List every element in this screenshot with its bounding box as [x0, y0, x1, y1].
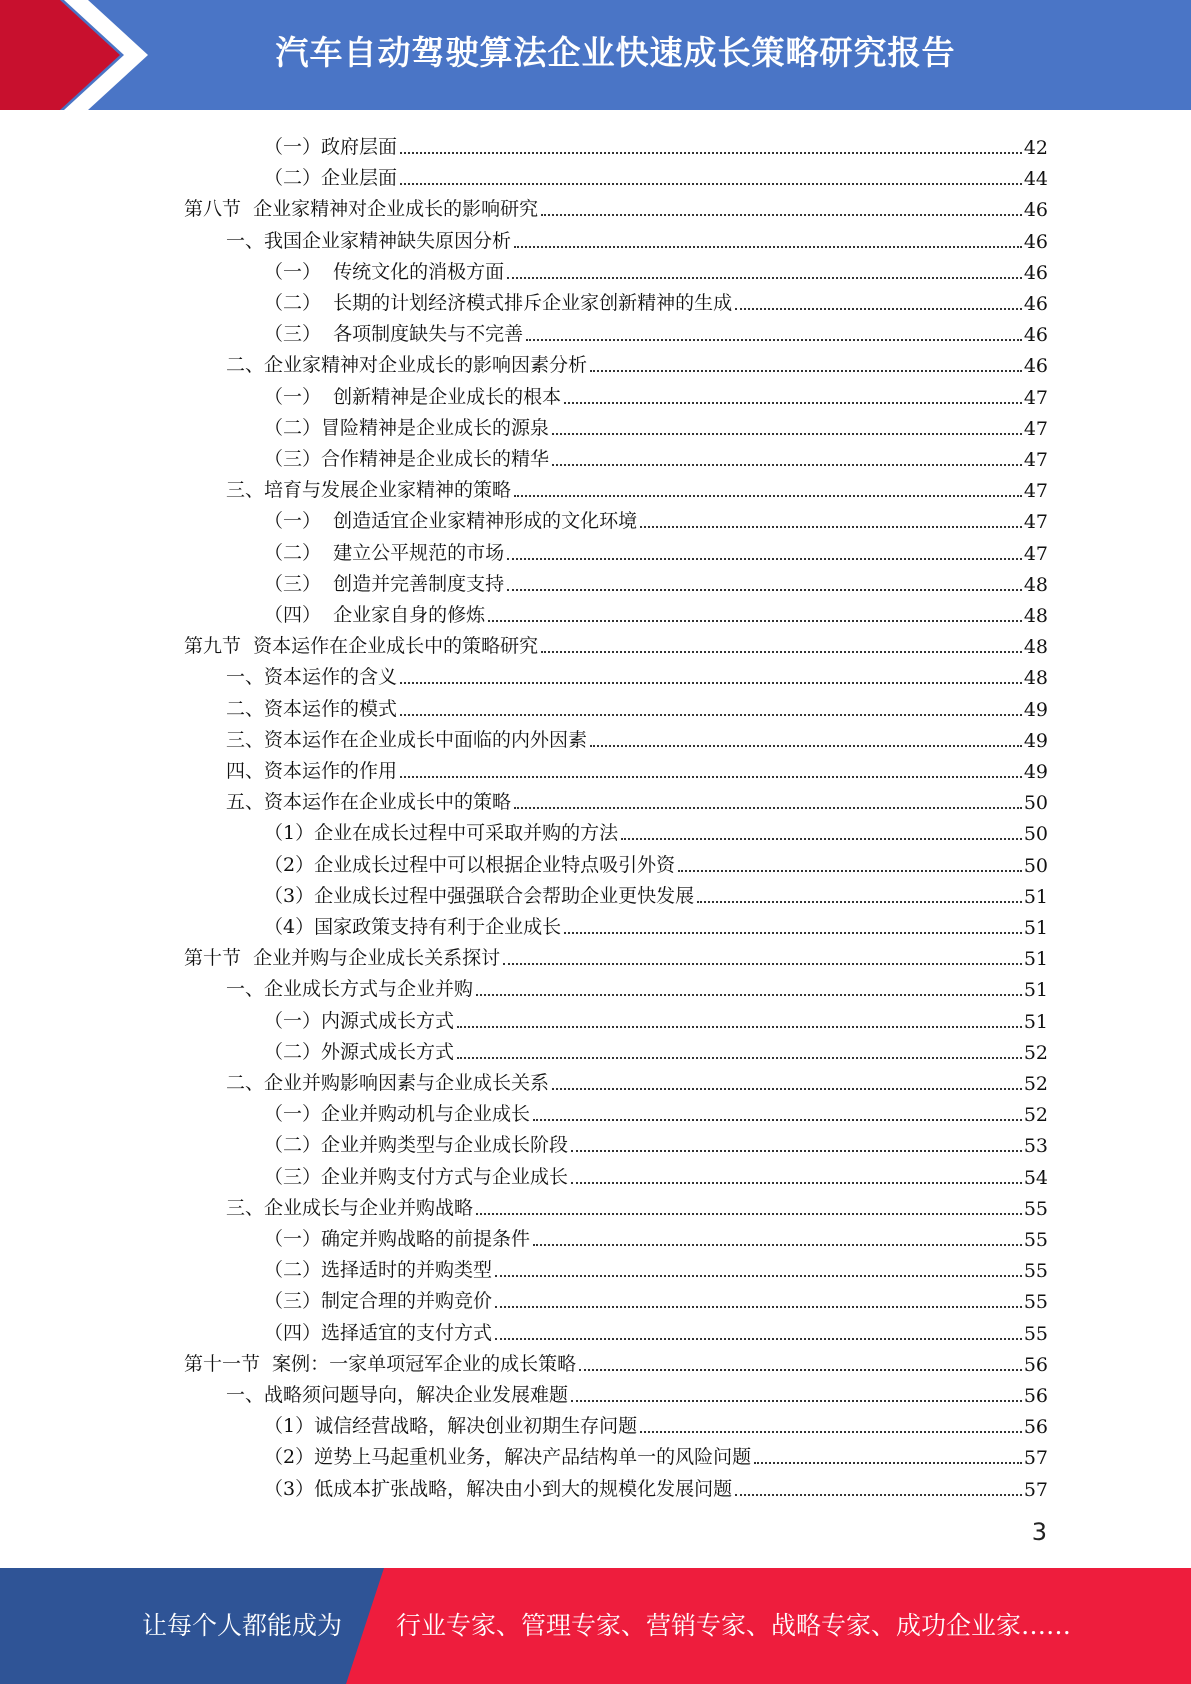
toc-dot-leader [457, 1057, 1022, 1059]
toc-entry-page: 49 [1023, 729, 1048, 752]
toc-entry-page: 56 [1023, 1353, 1048, 1376]
toc-entry-label: （二）企业层面 [264, 167, 398, 190]
toc-entry-page: 55 [1023, 1291, 1048, 1314]
toc-entry-label: （一）内源式成长方式 [264, 1009, 455, 1032]
toc-entry-page: 46 [1023, 355, 1048, 378]
toc-entry-label: （四） 企业家自身的修炼 [264, 604, 486, 626]
toc-entry-label: （三） 各项制度缺失与不完善 [264, 323, 524, 346]
toc-entry[interactable] [264, 1251, 1048, 1282]
toc-entry-label: 第十节 企业并购与企业成长关系探讨 [184, 947, 501, 970]
toc-entry-label: （四）选择适宜的支付方式 [264, 1321, 493, 1344]
toc-dot-leader [579, 1369, 1022, 1371]
toc-entry[interactable] [264, 1033, 1048, 1064]
toc-entry[interactable] [264, 596, 1048, 627]
toc-entry-page: 48 [1023, 636, 1048, 659]
toc-entry[interactable] [264, 908, 1048, 939]
toc-entry-page: 52 [1023, 1073, 1048, 1095]
toc-entry-page: 56 [1023, 1385, 1048, 1407]
toc-dot-leader [564, 402, 1022, 404]
toc-entry[interactable] [184, 1345, 1048, 1376]
toc-dot-leader [457, 1026, 1022, 1028]
toc-entry[interactable] [264, 1002, 1048, 1033]
toc-entry-label: （一） 创造适宜企业家精神形成的文化环境 [264, 510, 638, 533]
page-header [0, 0, 1191, 110]
toc-entry[interactable] [264, 440, 1048, 471]
toc-dot-leader [697, 901, 1022, 903]
toc-dot-leader [526, 339, 1022, 341]
toc-entry-page: 47 [1023, 449, 1048, 471]
toc-entry-label: （二） 长期的计划经济模式排斥企业家创新精神的生成 [264, 292, 733, 314]
toc-entry-page: 46 [1023, 324, 1048, 347]
toc-entry[interactable] [264, 846, 1048, 877]
toc-dot-leader [488, 620, 1022, 622]
toc-entry-label: （三） 创造并完善制度支持 [264, 572, 505, 595]
toc-entry-label: 一、我国企业家精神缺失原因分析 [226, 229, 512, 252]
toc-dot-leader [590, 745, 1022, 747]
toc-entry[interactable] [226, 1376, 1048, 1407]
toc-entry[interactable] [264, 1314, 1048, 1345]
toc-dot-leader [495, 1306, 1022, 1308]
toc-entry-page: 52 [1023, 1041, 1048, 1064]
toc-entry-page: 48 [1023, 573, 1048, 596]
toc-entry[interactable] [264, 1095, 1048, 1126]
toc-dot-leader [533, 1119, 1022, 1121]
toc-entry-page: 55 [1023, 1229, 1048, 1251]
toc-entry[interactable] [226, 783, 1048, 814]
toc-entry-page: 52 [1023, 1104, 1048, 1127]
toc-entry-label: （一）企业并购动机与企业成长 [264, 1103, 531, 1126]
toc-entry-label: 第九节 资本运作在企业成长中的策略研究 [184, 635, 539, 658]
toc-entry[interactable] [264, 378, 1048, 409]
toc-dot-leader [541, 214, 1022, 216]
toc-entry-page: 51 [1023, 979, 1048, 1002]
toc-entry[interactable] [226, 658, 1048, 689]
footer-slogan-right: 行业专家、管理专家、营销专家、战略专家、成功企业家…… [396, 1611, 1072, 1640]
toc-entry-page: 55 [1023, 1260, 1048, 1283]
toc-entry[interactable] [264, 1407, 1048, 1438]
toc-dot-leader [541, 651, 1022, 653]
toc-dot-leader [514, 246, 1022, 248]
toc-entry-page: 44 [1023, 168, 1048, 191]
toc-entry-page: 49 [1023, 698, 1048, 721]
toc-entry-page: 46 [1023, 199, 1048, 222]
toc-dot-leader [503, 963, 1022, 965]
toc-entry-label: 一、资本运作的含义 [226, 666, 398, 689]
toc-entry-label: （一）政府层面 [264, 136, 398, 158]
toc-entry-label: 一、战略须问题导向，解决企业发展难题 [226, 1384, 569, 1406]
toc-entry-label: 二、企业并购影响因素与企业成长关系 [226, 1072, 550, 1094]
toc-dot-leader [495, 1338, 1022, 1340]
toc-dot-leader [735, 308, 1022, 310]
toc-dot-leader [621, 838, 1022, 840]
toc-entry-label: （三）企业并购支付方式与企业成长 [264, 1165, 569, 1188]
toc-entry[interactable] [264, 565, 1048, 596]
toc-entry-page: 48 [1023, 605, 1048, 627]
toc-entry-label: 五、资本运作在企业成长中的策略 [226, 791, 512, 814]
toc-entry[interactable] [264, 1470, 1048, 1501]
toc-dot-leader [400, 682, 1022, 684]
toc-dot-leader [552, 464, 1022, 466]
page-number: 3 [1031, 1518, 1047, 1546]
toc-dot-leader [507, 558, 1022, 560]
toc-entry-label: 二、资本运作的模式 [226, 697, 398, 720]
toc-dot-leader [476, 994, 1022, 996]
toc-entry-label: 第十一节 案例：一家单项冠军企业的成长策略 [184, 1352, 577, 1375]
toc-entry-page: 53 [1023, 1135, 1048, 1158]
toc-entry[interactable] [264, 814, 1048, 845]
toc-entry-label: 二、企业家精神对企业成长的影响因素分析 [226, 354, 588, 377]
toc-entry-label: （一） 创新精神是企业成长的根本 [264, 385, 562, 408]
toc-entry-page: 57 [1023, 1478, 1048, 1501]
toc-entry[interactable] [264, 253, 1048, 284]
toc-dot-leader [507, 589, 1022, 591]
toc-dot-leader [640, 1431, 1022, 1433]
toc-entry[interactable] [264, 1126, 1048, 1157]
toc-entry-label: （二）选择适时的并购类型 [264, 1259, 493, 1282]
toc-entry-label: （3）企业成长过程中强强联合会帮助企业更快发展 [264, 884, 695, 907]
toc-entry-label: 三、资本运作在企业成长中面临的内外因素 [226, 728, 588, 751]
toc-dot-leader [507, 277, 1022, 279]
toc-entry[interactable] [264, 1220, 1048, 1251]
toc-dot-leader [754, 1462, 1022, 1464]
toc-entry-page: 51 [1023, 917, 1048, 939]
toc-entry-label: （1）企业在成长过程中可采取并购的方法 [264, 822, 619, 845]
toc-entry[interactable] [264, 502, 1048, 533]
toc-entry-page: 51 [1023, 885, 1048, 908]
toc-entry-page: 46 [1023, 293, 1048, 315]
toc-entry[interactable] [264, 159, 1048, 190]
toc-entry-label: （1）诚信经营战略，解决创业初期生存问题 [264, 1415, 638, 1438]
toc-entry-label: （二）冒险精神是企业成长的源泉 [264, 416, 550, 439]
toc-dot-leader [514, 495, 1022, 497]
toc-entry-label: （3）低成本扩张战略，解决由小到大的规模化发展问题 [264, 1477, 733, 1500]
toc-entry-label: 四、资本运作的作用 [226, 760, 398, 782]
toc-entry-page: 42 [1023, 137, 1048, 159]
toc-entry-label: （4）国家政策支持有利于企业成长 [264, 916, 562, 938]
toc-dot-leader [400, 152, 1022, 154]
toc-entry[interactable] [264, 1282, 1048, 1313]
toc-entry-page: 55 [1023, 1322, 1048, 1345]
toc-dot-leader [571, 1150, 1022, 1152]
toc-dot-leader [533, 1244, 1022, 1246]
toc-entry[interactable] [226, 1189, 1048, 1220]
toc-entry[interactable] [264, 877, 1048, 908]
toc-dot-leader [476, 1213, 1022, 1215]
toc-dot-leader [640, 526, 1022, 528]
toc-entry-label: （2）企业成长过程中可以根据企业特点吸引外资 [264, 853, 676, 876]
toc-entry[interactable] [226, 721, 1048, 752]
toc-entry-page: 47 [1023, 386, 1048, 409]
toc-dot-leader [495, 1275, 1022, 1277]
toc-entry-page: 47 [1023, 511, 1048, 534]
toc-entry-page: 54 [1023, 1166, 1048, 1189]
toc-dot-leader [400, 183, 1022, 185]
toc-entry[interactable] [264, 1158, 1048, 1189]
toc-dot-leader [552, 433, 1022, 435]
toc-dot-leader [552, 1088, 1022, 1090]
toc-entry[interactable] [226, 471, 1048, 502]
toc-entry-page: 46 [1023, 230, 1048, 253]
toc-entry-page: 47 [1023, 480, 1048, 503]
toc-dot-leader [571, 1400, 1022, 1402]
footer-slogan-left: 让每个人都能成为 [142, 1611, 343, 1640]
toc-entry[interactable] [184, 627, 1048, 658]
toc-entry-label: （一）确定并购战略的前提条件 [264, 1228, 531, 1250]
toc-dot-leader [400, 714, 1022, 716]
toc-entry-label: （二）企业并购类型与企业成长阶段 [264, 1134, 569, 1157]
toc-entry-page: 55 [1023, 1197, 1048, 1220]
toc-dot-leader [400, 776, 1022, 778]
toc-entry[interactable] [264, 315, 1048, 346]
red-chevron-logo [0, 0, 150, 110]
toc-entry[interactable] [264, 128, 1048, 159]
toc-entry[interactable] [264, 1438, 1048, 1469]
toc-entry[interactable] [264, 409, 1048, 440]
report-title: 汽车自动驾驶算法企业快速成长策略研究报告 [275, 33, 956, 72]
toc-entry-page: 57 [1023, 1447, 1048, 1470]
toc-entry-page: 48 [1023, 667, 1048, 690]
toc-entry[interactable] [226, 690, 1048, 721]
toc-entry-label: （二） 建立公平规范的市场 [264, 541, 505, 564]
toc-entry-page: 49 [1023, 761, 1048, 783]
toc-entry[interactable] [264, 534, 1048, 565]
toc-entry-label: （三）制定合理的并购竞价 [264, 1290, 493, 1313]
toc-entry-page: 51 [1023, 1010, 1048, 1033]
page-footer [0, 1568, 1191, 1684]
toc-entry-page: 56 [1023, 1416, 1048, 1439]
toc-entry-label: 第八节 企业家精神对企业成长的影响研究 [184, 198, 539, 221]
toc-entry-label: （二）外源式成长方式 [264, 1040, 455, 1063]
toc-entry-label: 三、企业成长与企业并购战略 [226, 1196, 474, 1219]
toc-entry[interactable] [226, 752, 1048, 783]
toc-dot-leader [678, 870, 1022, 872]
toc-entry-label: 三、培育与发展企业家精神的策略 [226, 479, 512, 502]
toc-entry-label: 一、企业成长方式与企业并购 [226, 978, 474, 1001]
toc-entry-page: 50 [1023, 823, 1048, 846]
toc-dot-leader [514, 807, 1022, 809]
toc-entry-label: （一） 传统文化的消极方面 [264, 260, 505, 283]
toc-entry[interactable] [264, 284, 1048, 315]
toc-entry[interactable] [226, 346, 1048, 377]
toc-dot-leader [735, 1494, 1022, 1496]
toc-entry-page: 46 [1023, 261, 1048, 284]
toc-entry[interactable] [226, 1064, 1048, 1095]
toc-dot-leader [564, 932, 1022, 934]
toc-entry-page: 50 [1023, 792, 1048, 815]
toc-entry[interactable] [184, 939, 1048, 970]
toc-entry-page: 47 [1023, 417, 1048, 440]
toc-dot-leader [590, 370, 1022, 372]
toc-entry-page: 47 [1023, 542, 1048, 565]
toc-dot-leader [571, 1182, 1022, 1184]
toc-entry-label: （2）逆势上马起重机业务，解决产品结构单一的风险问题 [264, 1446, 752, 1469]
toc-entry-page: 51 [1023, 948, 1048, 971]
toc-entry[interactable] [226, 222, 1048, 253]
toc-entry-label: （三）合作精神是企业成长的精华 [264, 448, 550, 470]
toc-entry[interactable] [226, 970, 1048, 1001]
toc-entry-page: 50 [1023, 854, 1048, 877]
toc-entry[interactable] [184, 190, 1048, 221]
